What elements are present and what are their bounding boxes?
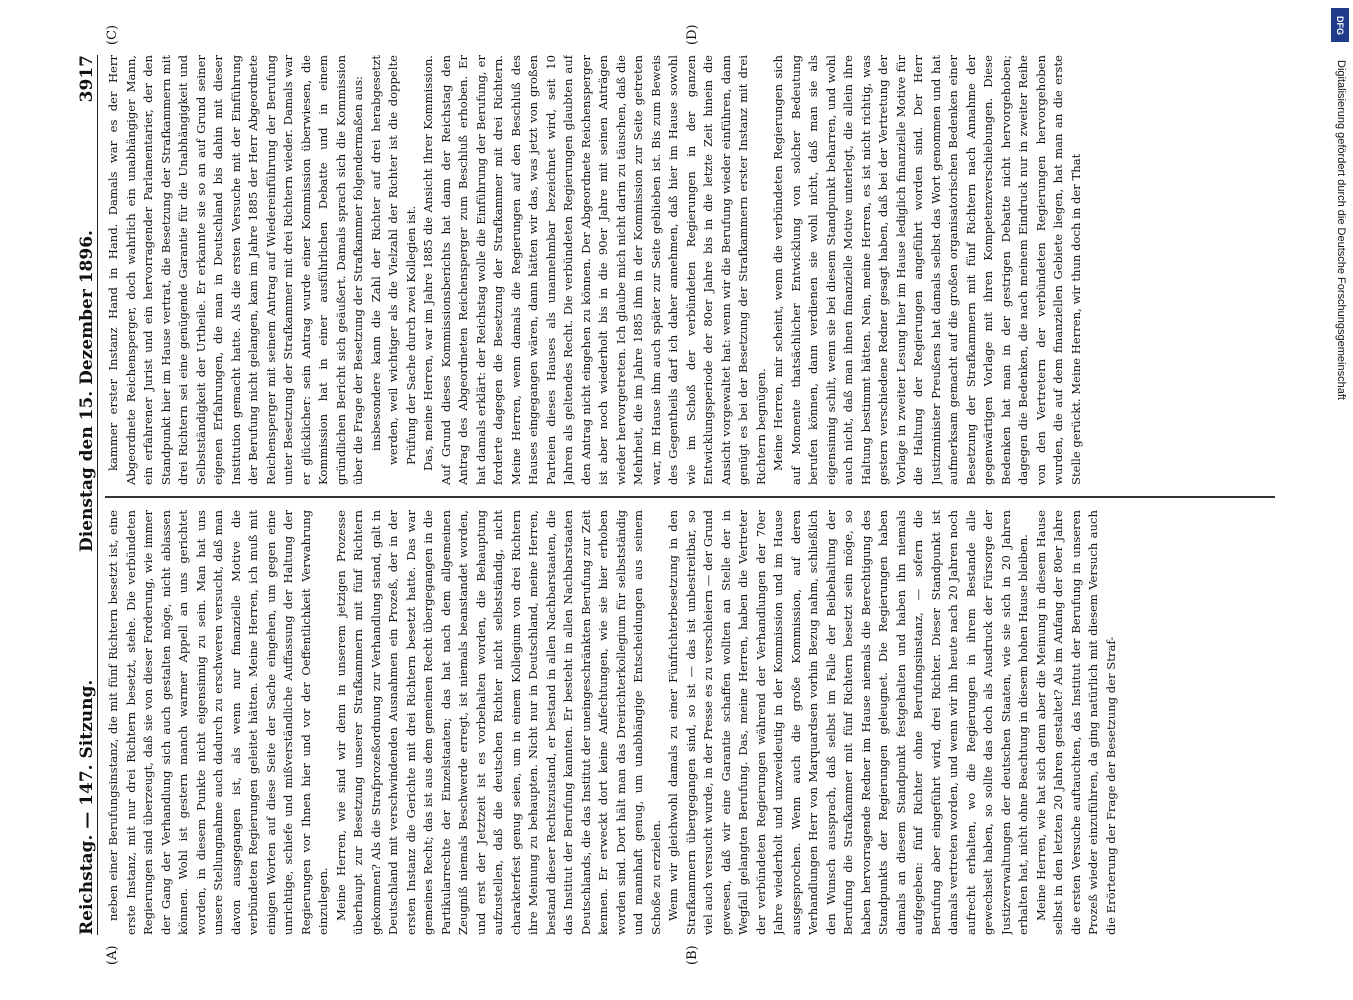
left-paragraph-4: Meine Herren, wie hat sich denn aber die Meinung in diesem Hause selbst in den letzten 20 Jahren gestaltet? Als im Anfang der 80er Jahre die ersten Versuche auftauchten, das Institut der Berufung in unseren Prozeß wieder einzuführen, da ging natürlich mit diesem Versuch auch die Erörterung der Frage der Besetzung der Straf- [1033, 510, 1118, 935]
right-paragraph-2: Das, meine Herren, war im Jahre 1885 die Ansicht Ihrer Kommission. Auf Grund dieses Kommissionsberichts hat dann der Reichstag den Antrag des Abgeordneten Reichensperger zum Beschluß erhoben. Er hat damals erklärt: der Reichstag wolle die Einführung der Berufung, er forderte dagegen die Besetzung der Strafkammer mit drei Richtern. Meine Herren, wenn damals die Regierungen auf den Beschluß des Hauses eingegangen wären, dann hätten wir das, was jetzt von großen Parteien dieses Hauses als unannehmbar bezeichnet wird, seit 10 Jahren als geltendes Recht. Die verbündeten Regierungen glaubten auf den Antrag nicht eingehen zu können. Der Abgeordnete Reichensperger ist aber noch wiederholt bis in die 90er Jahre mit seinen Anträgen wieder hervorgetreten. Ich glaube mich nicht darin zu täuschen, daß die Mehrheit, die im Jahre 1885 ihm in der Kommission zur Seite getreten war, im Hause ihm auch später zur Seite geblieben ist. Bis zum Beweis des Gegentheils darf ich daher annehmen, daß hier im Hause sowohl wie im Schoß der verbündeten Regierungen in der ganzen Entwicklungsperiode der 80er Jahre bis in die letzte Zeit hinein die Ansicht vorgewaltet hat: wenn wir die Berufung wieder einführen, dann genügt es bei der Besetzung der Strafkammern erster Instanz mit drei Richtern begnügen. [421, 55, 768, 485]
header-date: Dienstag den 15. Dezember 1896. [77, 230, 97, 552]
page-number: 3917 [77, 55, 97, 103]
right-paragraph-3: Meine Herren, mir scheint, wenn die verbündeten Regierungen sich auf Momente thatsächlicher Entwicklung von solcher Bedeutung berufen können, dann verdienen sie wohl nicht, daß man sie als eigensinnig schilt, wenn sie bei diesem Standpunkt beharren, und wohl auch nicht, daß man ihnen finanzielle Motive unterlegt, die allein ihre Haltung bestimmt hätten. Nein, meine Herren, es ist nicht richtig, was gestern verschiedene Redner gesagt haben, daß bei der Vertretung der Vorlage in zweiter Lesung hier im Hause lediglich finanzielle Motive für die Haltung der Regierungen angeführt worden sind. Der Herr Justizminister Preußens hat damals selbst das Wort genommen und hat aufmerksam gemacht auf die großen organisatorischen Bedenken einer Besetzung der Strafkammern mit fünf Richtern nach Annahme der gegenwärtigen Vorlage mit ihren Kompetenzverschiebungen. Diese Bedenken hat man in der gestrigen Debatte nicht hervorgehoben; dagegen die Bedenken, die nach meinem Eindruck nur in zweiter Reihe von den Vertretern der verbündeten Regierungen hervorgehoben wurden, die auf dem finanziellen Gebiete liegen, hat man an die erste Stelle gerückt. Meine Herren, wir thun doch in der That [771, 55, 1083, 485]
left-paragraph-3: Wenn wir gleichwohl damals zu einer Fünfrichterbesetzung in den Strafkammern übergegangen sind, so ist — das ist unbestreitbar, so viel auch versucht wurde, in der Presse es zu verschleiern — der Grund gewesen, daß wir eine Garantie schaffen wollten an Stelle der in Wegfall gelangten Berufung. Das, meine Herren, haben die Vertreter der verbündeten Regierungen während der Verhandlungen der 70er Jahre wiederholt und unzweideutig in der Kommission und im Hause ausgesprochen. Wenn auch die große Kommission, auf deren Verhandlungen Herr von Marquardsen vorhin Bezug nahm, schließlich den Wunsch aussprach, daß selbst im Falle der Beibehaltung der Berufung die Strafkammer mit fünf Richtern besetzt sein möge, so haben hervorragende Redner im Hause niemals die Berechtigung des Standpunkts der Regierungen geleugnet. Die Regierungen haben damals an diesem Standpunkt festgehalten und haben ihn niemals aufgegeben: fünf Richter ohne Berufungsinstanz, — sofern die Berufung aber eingeführt wird, drei Richter. Dieser Standpunkt ist damals vertreten worden, und wenn wir ihn heute nach 20 Jahren noch aufrecht erhalten, wo die Regierungen in ihrem Bestande alle gewechselt haben, so sollte das doch als Ausdruck der Fürsorge der Justizverwaltungen der deutschen Staaten, wie sie sich in 20 Jahren erhalten hat, nicht ohne Beachtung in diesem hohen Hause bleiben. [666, 510, 1030, 935]
margin-mark-b: (B) [685, 945, 700, 965]
column-divider [105, 497, 1275, 499]
right-quote: insbesondere kann die Zahl der Richter auf drei herabgesetzt werden, weil wichtiger als die Vielzahl der Richter ist die doppelte Prüfung der Sache durch zwei Kollegien ist. [368, 55, 418, 465]
rotated-page-content [65, 24, 1285, 965]
left-paragraph-2: Meine Herren, wie sind wir denn in unserem jetzigen Prozesse überhaupt zur Besetzung unserer Strafkammern mit fünf Richtern gekommen? Als die Strafprozeßordnung zur Verhandlung stand, galt in Deutschland mit verschwindenden Ausnahmen ein Prozeß, der in der ersten Instanz die Gerichte mit drei Richtern besetzt hatte. Das war gemeines Recht; das ist aus dem gemeinen Recht übergegangen in die Partikularrechte der Einzelstaaten; das hat nach dem allgemeinen Zeugniß niemals Beschwerde erregt, ist niemals beanstandet worden, und erst der Jetztzeit ist es vorbehalten worden, die Behauptung aufzustellen, daß die deutschen Richter nicht selbstständig, nicht charakterfest genug seien, um in einem Kollegium von drei Richtern ihre Meinung zu behaupten. Nicht nur in Deutschland, meine Herren, bestand dieser Rechtszustand, er bestand in allen Nachbarstaaten, die das Institut der Berufung kannten. Er besteht in allen Nachbarstaaten Deutschlands, die das Institut der uneingeschränkten Berufung zur Zeit kennen. Er erweckt dort keine Anfechtungen, wie sie hier erhoben worden sind. Dort hält man das Dreirichterkollegium für selbstständig und mannhaft genug, um unabhängige Entscheidungen aus seinem Schoße zu erzielen. [333, 510, 663, 935]
page-body [105, 24, 1275, 965]
header-left: Reichstag. — 147. Sitzung. [77, 679, 97, 935]
page-header [65, 55, 98, 935]
margin-mark-d: (D) [685, 24, 700, 45]
margin-mark-c: (C) [105, 24, 120, 45]
right-column [105, 55, 1275, 485]
credit-text: Digitalisierung gefördert durch die Deutsche Forschungsgemeinschaft [1335, 60, 1347, 400]
left-column [105, 510, 1275, 935]
margin-mark-a: (A) [105, 945, 120, 965]
dfg-logo: DFG [1331, 8, 1349, 42]
left-paragraph-1: neben einer Berufungsinstanz, die mit fünf Richtern besetzt ist, eine erste Instanz, mit nur drei Richtern besetzt, stehe. Die verbündeten Regierungen sind überzeugt, daß sie von dieser Forderung, wie immer der Gang der Verhandlung sich auch gestalten möge, nicht ablassen können. Wohl ist gestern manch warmer Appell an uns gerichtet worden, in diesem Punkte nicht eigensinnig zu sein. Man hat uns unsere Stellungnahme auch dadurch zu erschweren versucht, daß man davon ausgegangen ist, als wenn nur finanzielle Motive die verbündeten Regierungen geleitet hätten. Meine Herren, ich muß mit einigen Worten auf diese Seite der Sache eingehen, um gegen eine unrichtige, schiefe und mißverständliche Auffassung der Haltung der Regierungen vor Ihnen hier und vor der Oeffentlichkeit Verwahrung einzulegen. [106, 510, 330, 935]
digitization-credit [1331, 60, 1347, 940]
right-paragraph-1: kammer erster Instanz Hand in Hand. Damals war es der Herr Abgeordnete Reichensperger, doch wahrlich ein unabhängiger Mann, ein erfahrener Jurist und ein hervorragender Parlamentarier, der den Standpunkt hier im Hause vertrat, die Besetzung der Strafkammern mit drei Richtern sei eine genügende Garantie für die Unabhängigkeit und Selbstständigkeit der Urtheile. Er erkannte sie so an auf Grund seiner eigenen Erfahrungen, die man in Deutschland bis dahin mit dieser Institution gemacht hatte. Als die ersten Versuche mit der Einführung der Berufung nicht gelangen, kam im Jahre 1885 der Herr Abgeordnete Reichensperger mit seinem Antrag auf Wiedereinführung der Berufung unter Besetzung der Strafkammer mit drei Richtern wieder. Damals war er glücklicher: sein Antrag wurde einer Kommission überwiesen, die Kommission hat in einer ausführlichen Debatte und in einem gründlichen Bericht sich geäußert. Damals sprach sich die Kommission über die Frage der Besetzung der Strafkammer folgendermaßen aus: [106, 55, 365, 485]
